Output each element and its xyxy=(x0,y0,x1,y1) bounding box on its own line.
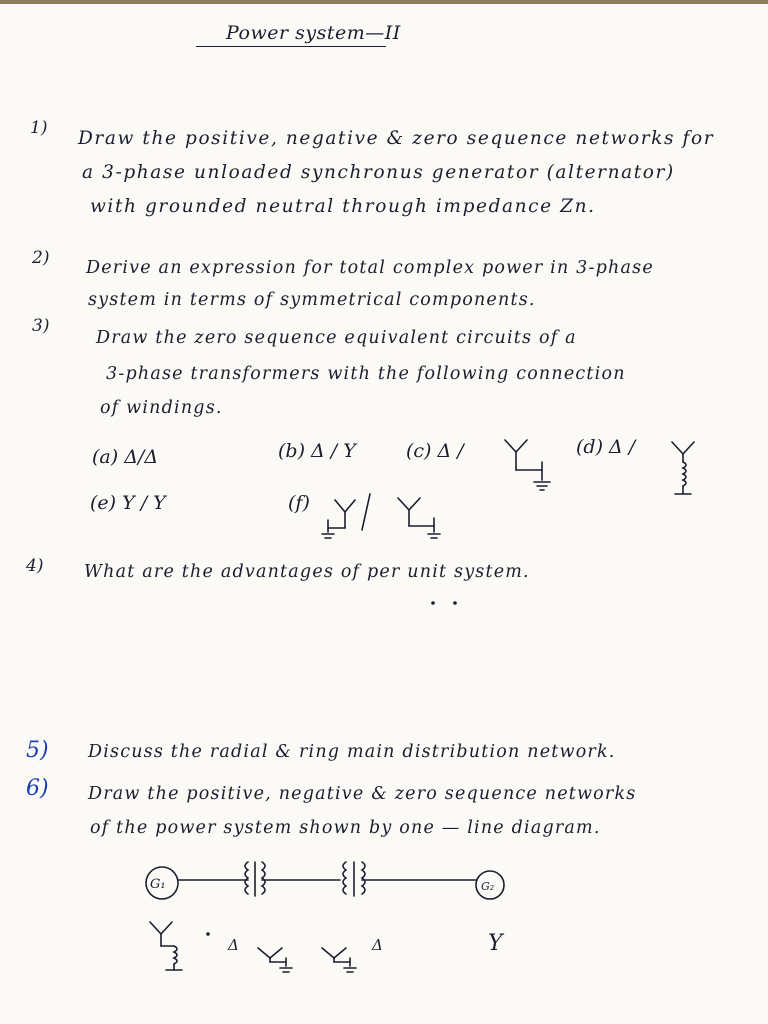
q1-line-1: Draw the positive, negative & zero sequence networks for xyxy=(78,128,715,149)
q5-line-1: Discuss the radial & ring main distribution network. xyxy=(88,742,616,762)
q2-line-2: system in terms of symmetrical components. xyxy=(88,290,536,310)
q3-line-2: 3-phase transformers with the following connection xyxy=(106,364,626,384)
one-line-diagram xyxy=(146,862,504,972)
q3-number: 3) xyxy=(32,316,50,336)
grounded-wye-pair-symbol-f xyxy=(322,494,440,538)
t1-delta-label: Δ xyxy=(228,936,239,954)
q3-option-a: (a) Δ/Δ xyxy=(92,446,159,468)
q2-number: 2) xyxy=(32,248,50,268)
g2-wye-label: Y xyxy=(488,931,503,956)
page-title: Power system—II xyxy=(226,22,401,44)
transformer-2-secondary xyxy=(362,862,365,894)
generator-2-label: G₂ xyxy=(481,880,495,893)
generator-1-label: G₁ xyxy=(150,877,166,892)
q3-option-d: (d) Δ / xyxy=(576,436,636,458)
q4-line-1: What are the advantages of per unit system. xyxy=(84,562,530,582)
impedance-grounded-wye-symbol-d xyxy=(672,442,694,494)
q3-line-3: of windings. xyxy=(100,398,223,418)
transformer-2-primary xyxy=(343,862,346,894)
q1-line-3: with grounded neutral through impedance Zn. xyxy=(90,196,596,217)
q6-number: 6) xyxy=(26,776,49,801)
q3-option-f: (f) xyxy=(288,492,310,514)
q5-number: 5) xyxy=(26,738,49,763)
q3-line-1: Draw the zero sequence equivalent circuits of a xyxy=(96,328,577,348)
t2-delta-label: Δ xyxy=(372,936,383,954)
transformer-1-primary xyxy=(245,862,248,894)
q1-number: 1) xyxy=(30,118,48,138)
q3-option-e: (e) Y / Y xyxy=(90,492,166,514)
q4-number: 4) xyxy=(26,556,44,576)
q1-line-2: a 3-phase unloaded synchronus generator (alternator) xyxy=(82,162,675,183)
q6-line-1: Draw the positive, negative & zero sequence networks xyxy=(88,784,637,804)
q3-option-c: (c) Δ / xyxy=(406,440,464,462)
q6-line-2: of the power system shown by one — line diagram. xyxy=(90,818,601,838)
q3-option-b: (b) Δ / Y xyxy=(278,440,356,462)
grounded-wye-symbol-c xyxy=(505,440,550,490)
transformer-1-secondary xyxy=(262,862,265,894)
q2-line-1: Derive an expression for total complex power in 3-phase xyxy=(86,258,654,278)
